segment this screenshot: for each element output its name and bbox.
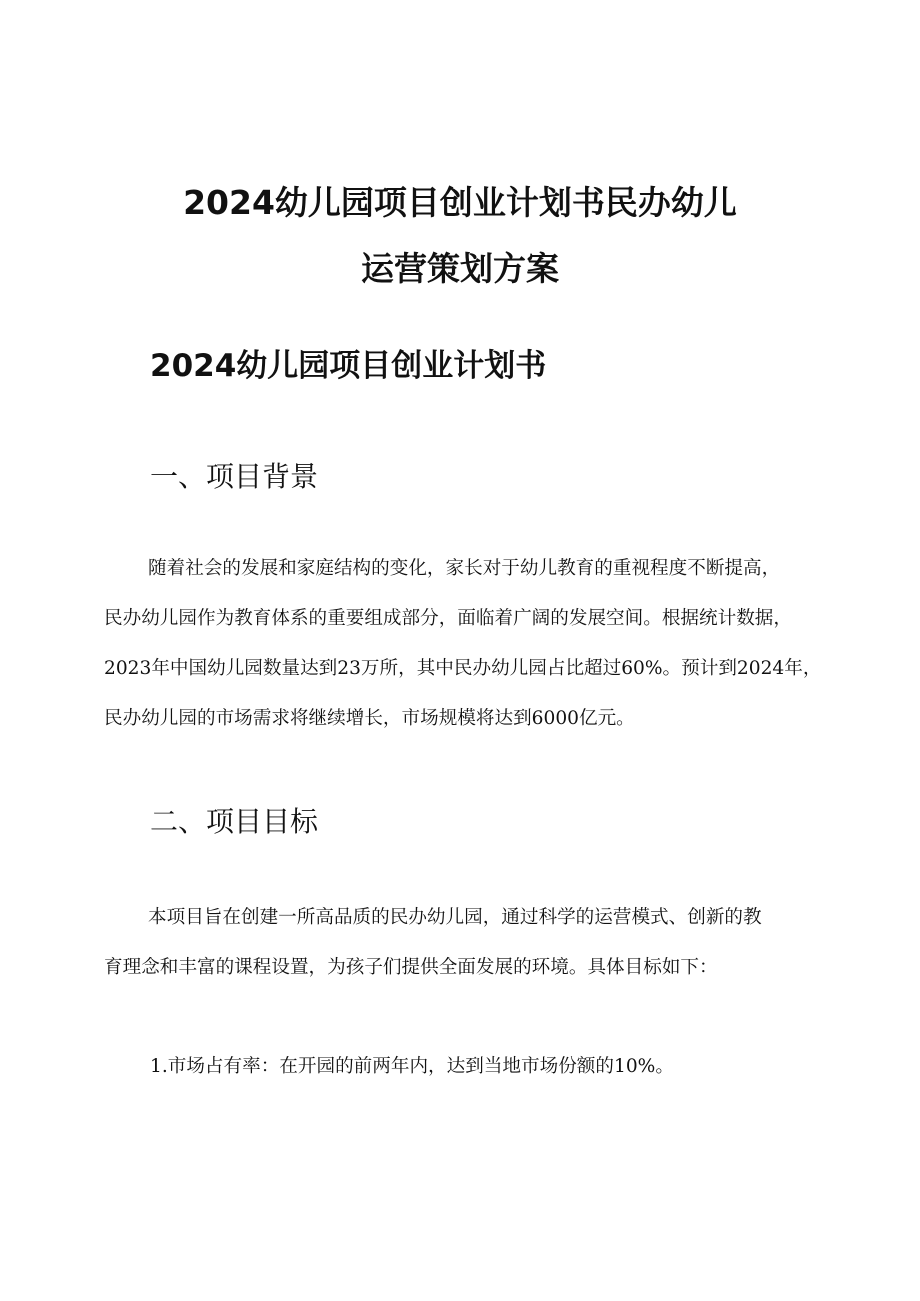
document-title-line-1: 2024幼儿园项目创业计划书民办幼儿	[183, 183, 737, 222]
paragraph-line: 随着社会的发展和家庭结构的变化，家长对于幼儿教育的重视程度不断提高，	[148, 558, 781, 579]
goal-list-item: 1.市场占有率：在开园的前两年内，达到当地市场份额的10%。	[150, 1056, 674, 1077]
background-paragraph	[104, 544, 824, 744]
paragraph-line: 育理念和丰富的课程设置，为孩子们提供全面发展的环境。具体目标如下：	[104, 957, 718, 978]
document-subtitle: 2024幼儿园项目创业计划书	[150, 348, 547, 384]
document-title-line-2: 运营策划方案	[361, 249, 559, 288]
goals-paragraph	[104, 893, 824, 993]
paragraph-line: 民办幼儿园作为教育体系的重要组成部分，面临着广阔的发展空间。根据统计数据，	[104, 608, 792, 629]
section-heading-goals: 二、项目目标	[150, 805, 319, 838]
paragraph-line: 2023年中国幼儿园数量达到23万所，其中民办幼儿园占比超过60%。预计到2024年，	[104, 658, 822, 679]
paragraph-line: 民办幼儿园的市场需求将继续增长，市场规模将达到6000亿元。	[104, 708, 635, 729]
paragraph-line: 本项目旨在创建一所高品质的民办幼儿园，通过科学的运营模式、创新的教	[148, 907, 762, 928]
document-title	[100, 170, 820, 302]
section-heading-background: 一、项目背景	[150, 460, 319, 493]
